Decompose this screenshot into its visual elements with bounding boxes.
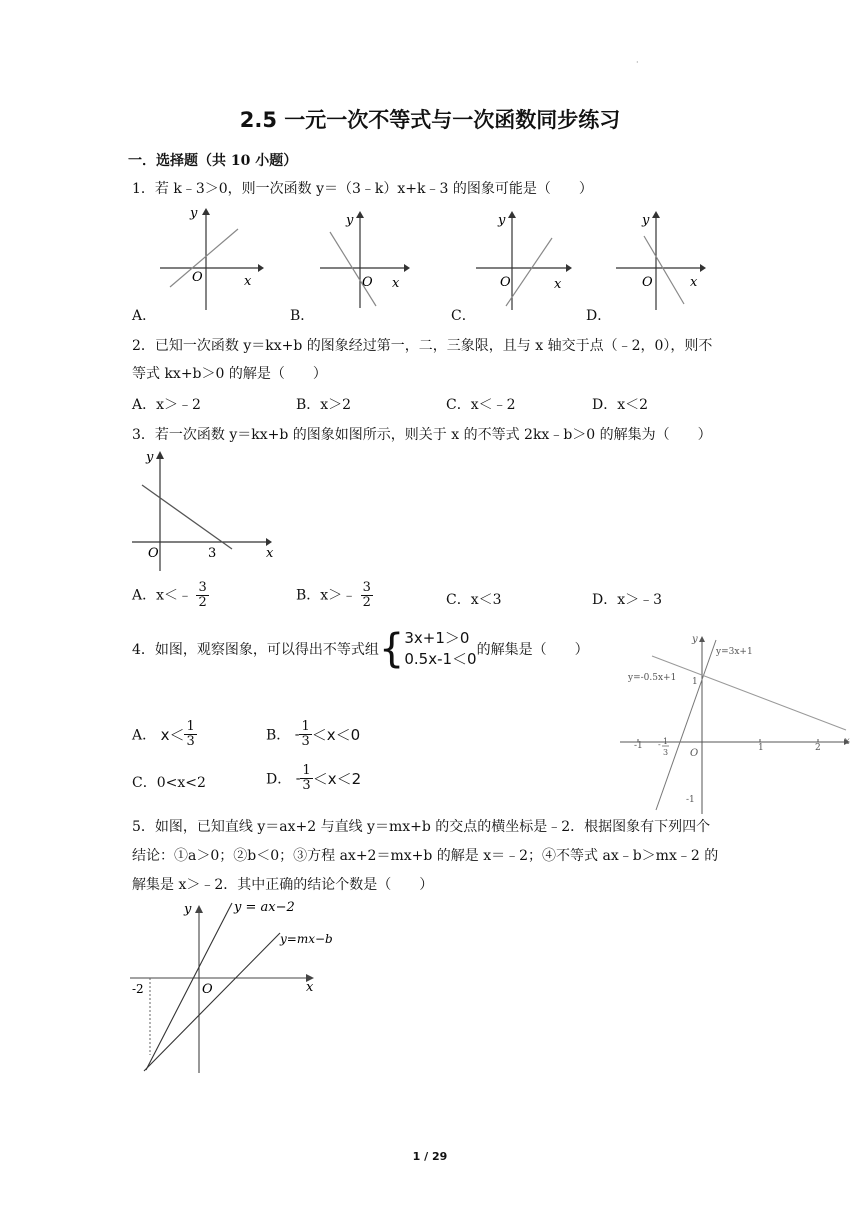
q4-inequality-2: 0.5x-1＜0 xyxy=(404,650,477,668)
q4d-numerator: 1 xyxy=(302,763,311,778)
q4b-numerator: 1 xyxy=(301,719,310,734)
page-title: 2.5 一元一次不等式与一次函数同步练习 xyxy=(239,108,621,132)
q1-graph-c xyxy=(470,208,585,313)
question-5-line-2: 结论：①a＞0；②b＜0；③方程 ax+2＝mx+b 的解是 x＝﹣2；④不等式 ax﹣b＞mx﹣2 的 xyxy=(132,848,719,864)
q3-option-a[interactable] xyxy=(132,581,209,610)
q1a-x-label: x xyxy=(244,274,252,289)
q3b-denominator: 2 xyxy=(362,595,371,610)
q1a-origin: O xyxy=(192,270,203,285)
question-2-line-1: 2．已知一次函数 y＝kx+b 的图象经过第一，二，三象限，且与 x 轴交于点（﹣2，0），则不 xyxy=(132,338,713,354)
q4-tick-neg-third-denominator: 3 xyxy=(663,748,669,757)
q1d-y-label: y xyxy=(642,213,650,228)
q5-x-label: x xyxy=(306,980,314,995)
q1c-y-label: y xyxy=(498,213,506,228)
q5-line-label-ax: y = ax−2 xyxy=(234,900,295,915)
q1b-origin: O xyxy=(362,275,373,290)
q4-prefix: 4．如图，观察图象，可以得出不等式组 xyxy=(132,642,379,658)
q3-tick-3: 3 xyxy=(208,546,217,561)
q4-y-label: y xyxy=(692,634,698,645)
question-4-text xyxy=(132,628,589,670)
q2-option-a[interactable]: A．x＞﹣2 xyxy=(132,397,201,413)
question-3-text: 3．若一次函数 y＝kx+b 的图象如图所示，则关于 x 的不等式 2kx﹣b＞0 的解集为（ ） xyxy=(132,427,712,443)
q4-option-d[interactable] xyxy=(266,764,361,793)
q3-origin: O xyxy=(148,546,159,561)
q3-option-a-text: A．x＜﹣ xyxy=(132,587,193,604)
q1d-origin: O xyxy=(642,275,653,290)
page-dot: · xyxy=(636,58,639,67)
q4-option-a-fraction xyxy=(184,720,196,749)
q4-option-d-minus: - xyxy=(295,770,301,787)
q1a-y-label: y xyxy=(190,206,198,221)
q4-option-d-fraction xyxy=(300,764,312,793)
q5-y-label: y xyxy=(184,902,192,917)
q4-inequality-system xyxy=(404,628,476,670)
q4-tick-yneg1: -1 xyxy=(686,795,695,805)
q4-option-d-rel: ＜x＜2 xyxy=(312,770,362,788)
q4-option-a[interactable] xyxy=(132,720,197,749)
question-1-text: 1．若 k﹣3＞0，则一次函数 y＝（3﹣k）x+k﹣3 的图象可能是（ ） xyxy=(132,181,593,197)
q4-option-b-minus: - xyxy=(294,726,300,743)
q3a-denominator: 2 xyxy=(198,595,207,610)
q3-option-d[interactable]: D．x＞﹣3 xyxy=(592,592,663,608)
q1c-x-label: x xyxy=(554,277,562,292)
q4-line-label-05x: y=-0.5x+1 xyxy=(628,673,677,683)
q4-x-label: x xyxy=(844,736,850,747)
q3-graph xyxy=(128,445,278,573)
q4a-numerator: 1 xyxy=(186,719,195,734)
q4-tick-y1: 1 xyxy=(692,677,698,687)
q4b-denominator: 3 xyxy=(301,734,310,749)
q3b-numerator: 3 xyxy=(362,580,371,595)
q3-option-b[interactable] xyxy=(296,581,373,610)
q4-option-b-rel: ＜x＜0 xyxy=(311,726,361,744)
q5-graph xyxy=(128,895,368,1075)
question-5-line-1: 5．如图，已知直线 y＝ax+2 与直线 y＝mx+b 的交点的横坐标是﹣2．根据图象有下列四个 xyxy=(132,819,711,835)
q1b-x-label: x xyxy=(392,276,400,291)
q4-tick-neg-third-numerator: 1 xyxy=(663,737,669,746)
q2-option-b[interactable]: B．x＞2 xyxy=(296,397,352,413)
q4-option-b-label: B． xyxy=(266,727,291,744)
q4-line-label-3x: y=3x+1 xyxy=(716,647,753,657)
q3-option-a-fraction xyxy=(196,581,208,610)
q3-y-label: y xyxy=(146,450,154,465)
q4-tick-1: 1 xyxy=(758,743,764,753)
page-number: 1 / 29 xyxy=(412,1150,448,1163)
q5-tick-neg2: -2 xyxy=(132,982,144,996)
q4-tick-neg-third-minus: - xyxy=(658,740,661,749)
q4-option-c[interactable]: C．0<x<2 xyxy=(132,775,206,791)
q4d-denominator: 3 xyxy=(302,778,311,793)
q1-option-a[interactable]: A． xyxy=(132,308,157,324)
q4-graph xyxy=(618,632,856,817)
question-5-line-3: 解集是 x＞﹣2．其中正确的结论个数是（ ） xyxy=(132,877,434,893)
q3a-numerator: 3 xyxy=(198,580,207,595)
q3-option-b-text: B．x＞﹣ xyxy=(296,587,357,604)
q1d-x-label: x xyxy=(690,275,698,290)
q2-option-c[interactable]: C．x＜﹣2 xyxy=(446,397,516,413)
q4-option-d-label: D． xyxy=(266,771,292,788)
q4a-denominator: 3 xyxy=(186,734,195,749)
q4-suffix: 的解集是（ ） xyxy=(476,642,589,658)
q1-graph-a xyxy=(150,205,265,310)
q3-x-label: x xyxy=(266,546,274,561)
q5-origin: O xyxy=(202,982,213,997)
q4-tick-neg1: -1 xyxy=(634,741,643,751)
question-2-line-2: 等式 kx+b＞0 的解是（ ） xyxy=(132,366,327,382)
q1b-y-label: y xyxy=(346,213,354,228)
q1-option-b[interactable]: B． xyxy=(290,308,315,324)
q1-graph-b xyxy=(310,208,425,308)
q4-brace: { xyxy=(378,626,405,672)
q1c-origin: O xyxy=(500,275,511,290)
q4-inequality-1: 3x+1＞0 xyxy=(404,629,470,647)
q4-tick-2: 2 xyxy=(815,743,821,753)
q3-option-b-fraction xyxy=(361,581,373,610)
q3-option-c[interactable]: C．x＜3 xyxy=(446,592,502,608)
section-heading: 一．选择题（共 10 小题） xyxy=(128,153,298,169)
q4-option-b-fraction xyxy=(299,720,311,749)
q4-option-a-rel: x＜ xyxy=(160,726,185,744)
q1-option-c[interactable]: C． xyxy=(451,308,476,324)
q2-option-d[interactable]: D．x＜2 xyxy=(592,397,649,413)
q5-line-label-mx: y=mx−b xyxy=(280,932,333,946)
q4-option-b[interactable] xyxy=(266,720,360,749)
q4-option-a-label: A． xyxy=(132,727,157,744)
q1-graph-d xyxy=(610,208,725,313)
q4-origin: O xyxy=(690,748,699,759)
q1-option-d[interactable]: D． xyxy=(586,308,612,324)
